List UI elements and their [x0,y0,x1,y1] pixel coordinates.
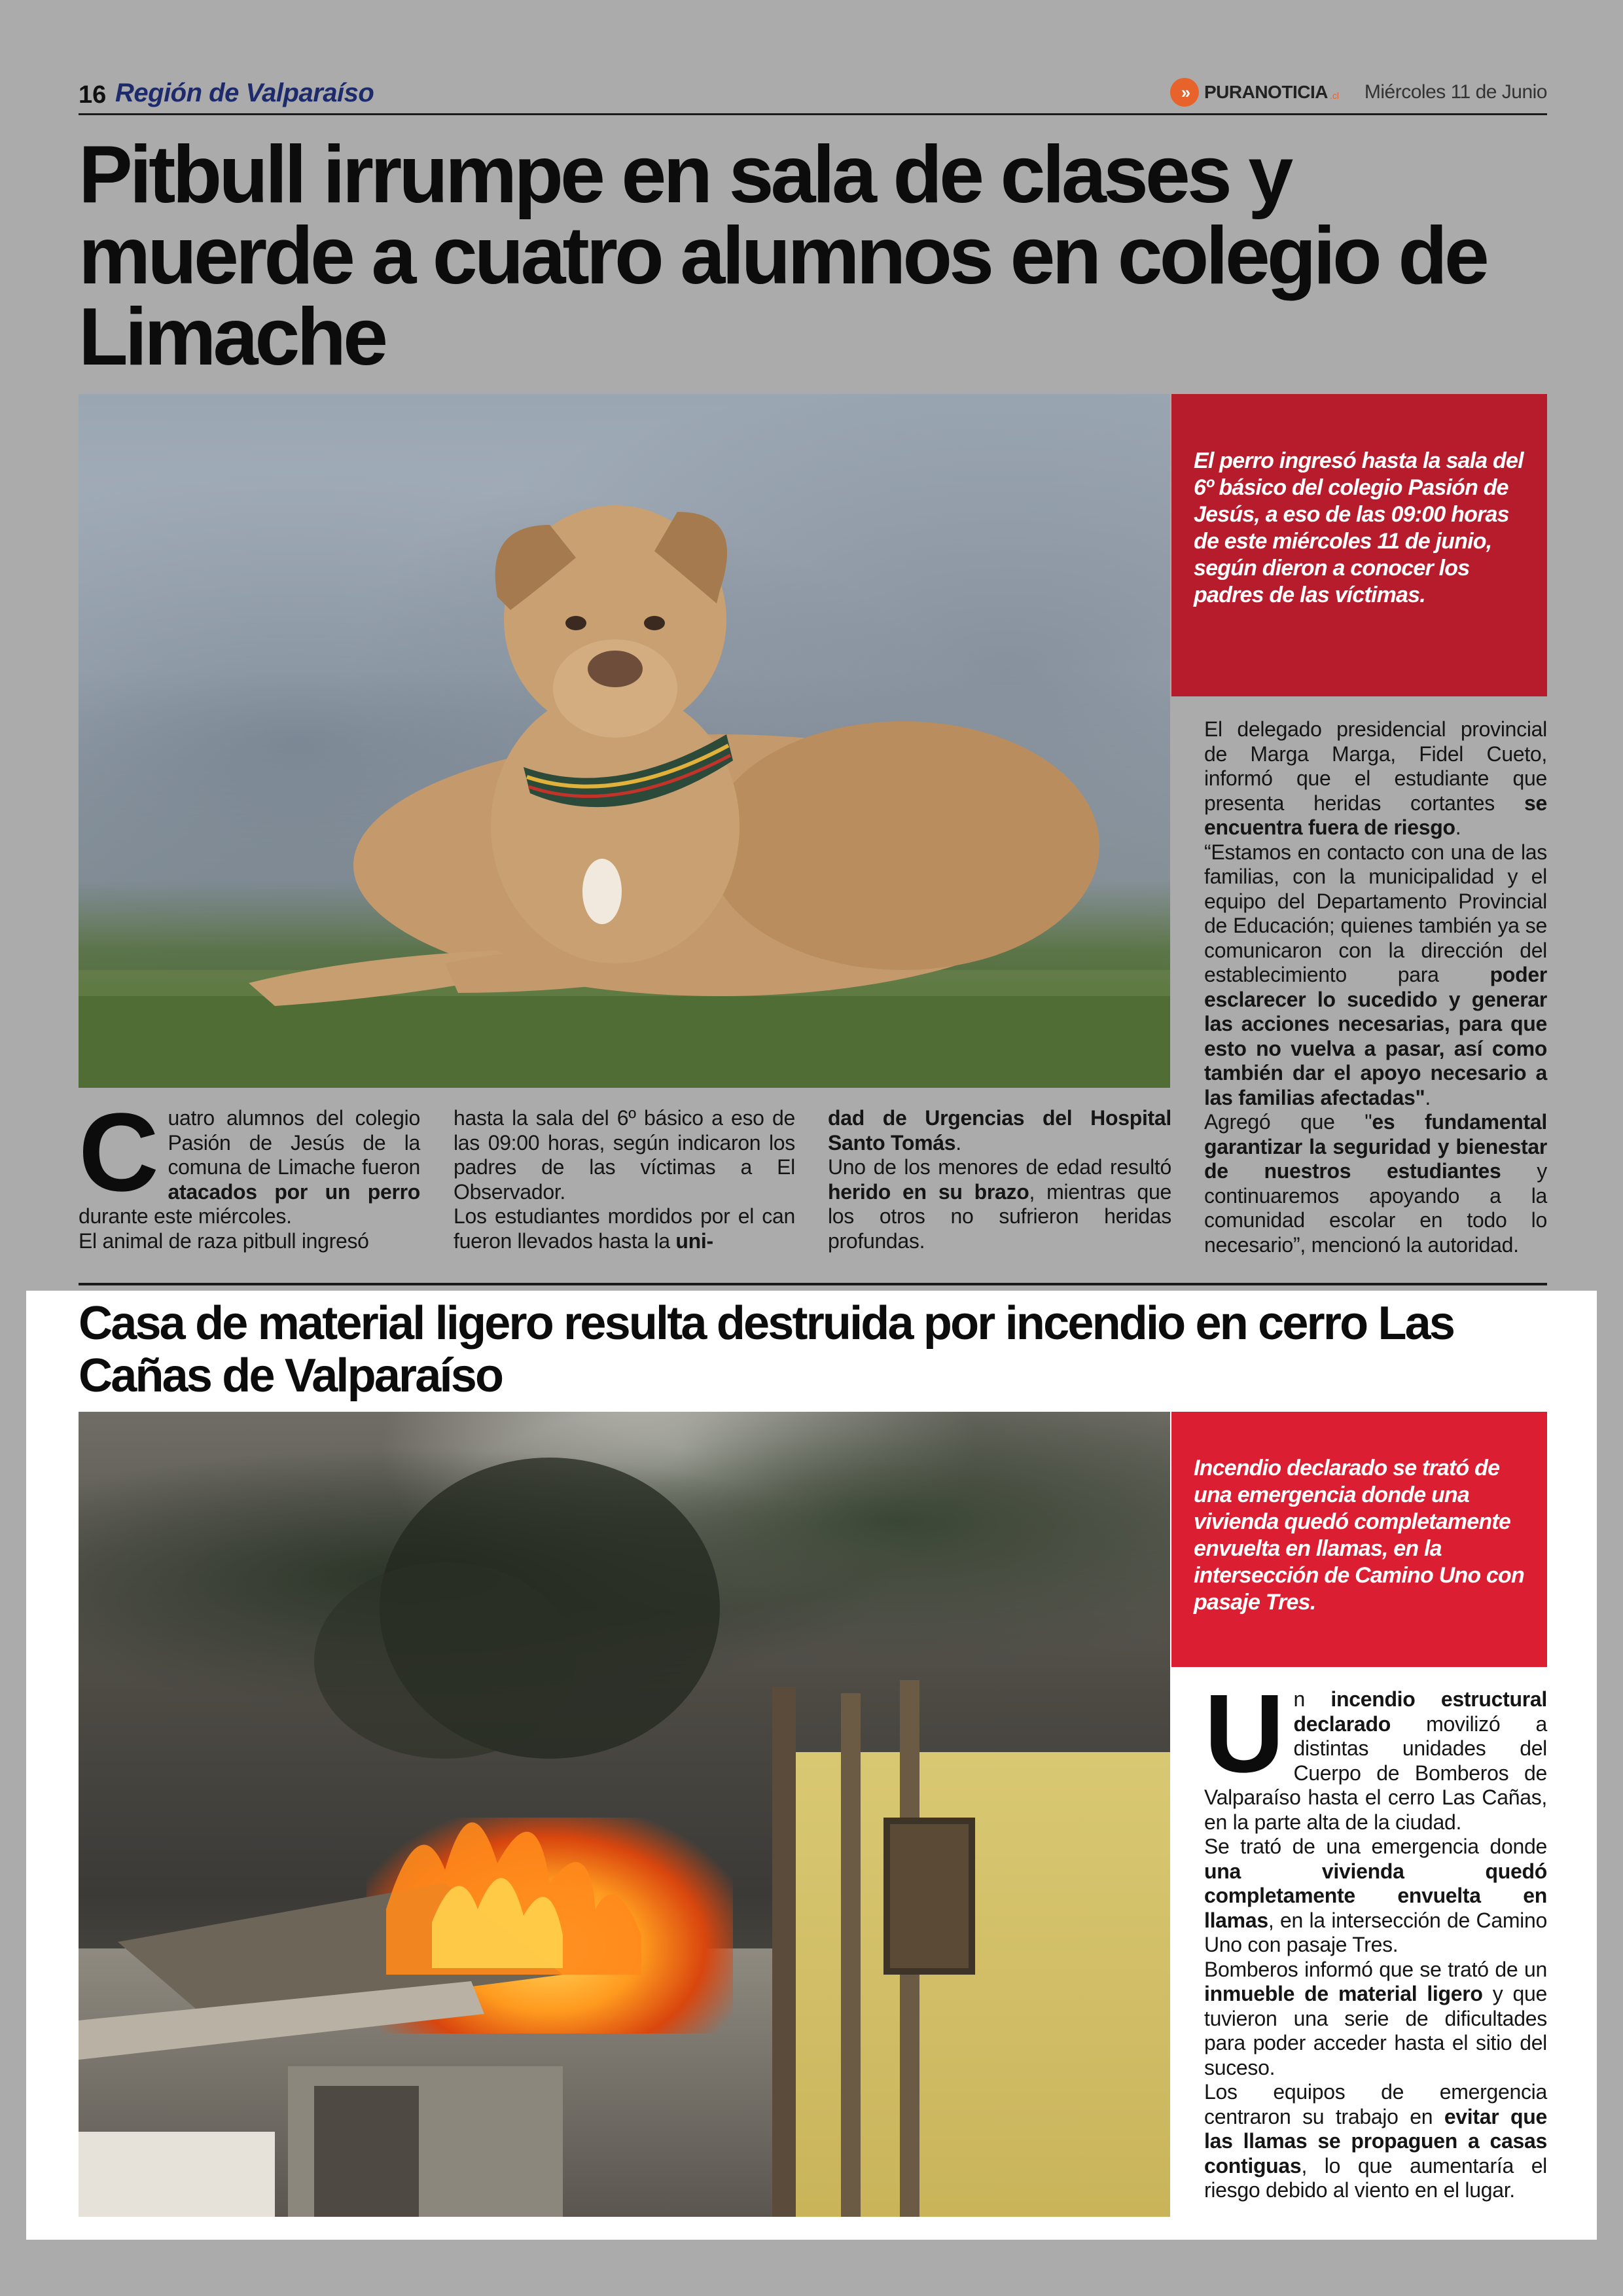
story1-highlight-box [1171,394,1547,696]
story2-dropcap: U [1204,1672,1285,1796]
logo-wordmark: PURANOTICIA [1204,82,1328,102]
story2-highlight-text: Incendio declarado se trató de una emergencia donde una vivienda quedó completamente envuelta en llamas, en la intersección de Camino Uno con pasaje Tres. [1194,1456,1524,1615]
story1-highlight-text: El perro ingresó hasta la sala del 6º básico del colegio Pasión de Jesús, a eso de las 09:00 horas de este miércoles 11 de junio, según dieron a conocer los padres de las víctimas. [1194,448,1524,607]
play-arrows-icon: » [1170,78,1199,107]
section-title: Región de Valparaíso [115,79,374,107]
puranoticia-logo [1170,77,1339,107]
issue-date: Miércoles 11 de Junio [1364,81,1547,103]
logo-suffix: .cl [1329,90,1339,101]
story1-col3-para2: Uno de los menores de edad resultó herido en su brazo, mientras que los otros no sufrieron heridas profundas. [828,1155,1171,1253]
story1-column-4 [1204,717,1547,1257]
story1-col1-para2: El animal de raza pitbull ingresó [79,1229,369,1253]
house-fire-illustration [79,1412,1170,2217]
story1-col4-para3: Agregó que "es fundamental garantizar la seguridad y bienestar de nuestros estudiantes y continuaremos apoyando a la comunidad escolar en todo lo necesario”, mencionó la autoridad. [1204,1110,1547,1257]
story2-column [1204,1672,1547,2203]
story1-headline: Pitbull irrumpe en sala de clases y muerde a cuatro alumnos en colegio de Limache [79,130,1486,382]
story2-photo [79,1412,1170,2217]
story2-highlight-box [1171,1412,1547,1667]
story1-dropcap: C [79,1090,159,1215]
story1-col2-para1: hasta la sala del 6º básico a eso de las 09:00 horas, según indicaron los padres de las víctimas a El Observador. [454,1106,795,1204]
story2-para4: Los equipos de emergencia centraron su trabajo en evitar que las llamas se propaguen a casas contiguas, lo que aumentaría el riesgo debido al viento en el lugar. [1204,2080,1547,2202]
story1-column-3 [828,1106,1171,1253]
story1-col3-para1: dad de Urgencias del Hospital Santo Tomás. [828,1106,1171,1155]
story2-para2: Se trató de una emergencia donde una vivienda quedó completamente envuelta en llamas, en la intersección de Camino Uno con pasaje Tres. [1204,1835,1547,1956]
story-divider [79,1283,1547,1285]
page-number: 16 [79,81,107,109]
story1-col1-para1: uatro alumnos del colegio Pasión de Jesús de la comuna de Limache fueron atacados por un perro durante este miércoles. [79,1106,420,1228]
pitbull-dog-illustration [79,394,1170,1088]
story1-photo [79,394,1170,1088]
story1-col4-para2: “Estamos en contacto con una de las familias, con la municipalidad y el equipo del Departamento Provincial de Educación; quienes también ya se comunicaron con la dirección del establecimiento para poder esclarecer lo sucedido y generar las acciones necesarias, para que esto no vuelva a pasar, así como también dar el apoyo necesario a las familias afectadas". [1204,840,1547,1109]
story1-column-1 [79,1090,420,1253]
page-header [79,71,1547,115]
story1-column-2 [454,1106,795,1253]
story2-headline: Casa de material ligero resulta destruida por incendio en cerro Las Cañas de Valparaíso [79,1297,1454,1402]
story2-para1: n incendio estructural declarado movilizó a distintas unidades del Cuerpo de Bomberos de Valparaíso hasta el cerro Las Cañas, en la parte alta de la ciudad. [1204,1687,1547,1834]
story1-col4-para1: El delegado presidencial provincial de Marga Marga, Fidel Cueto, informó que el estudiante que presenta heridas cortantes se encuentra fuera de riesgo. [1204,717,1547,839]
story2-para3: Bomberos informó que se trató de un inmueble de material ligero y que tuvieron una serie de dificultades para poder acceder hasta el sitio del suceso. [1204,1957,1547,2079]
story1-col2-para2: Los estudiantes mordidos por el can fueron llevados hasta la uni- [454,1204,795,1253]
